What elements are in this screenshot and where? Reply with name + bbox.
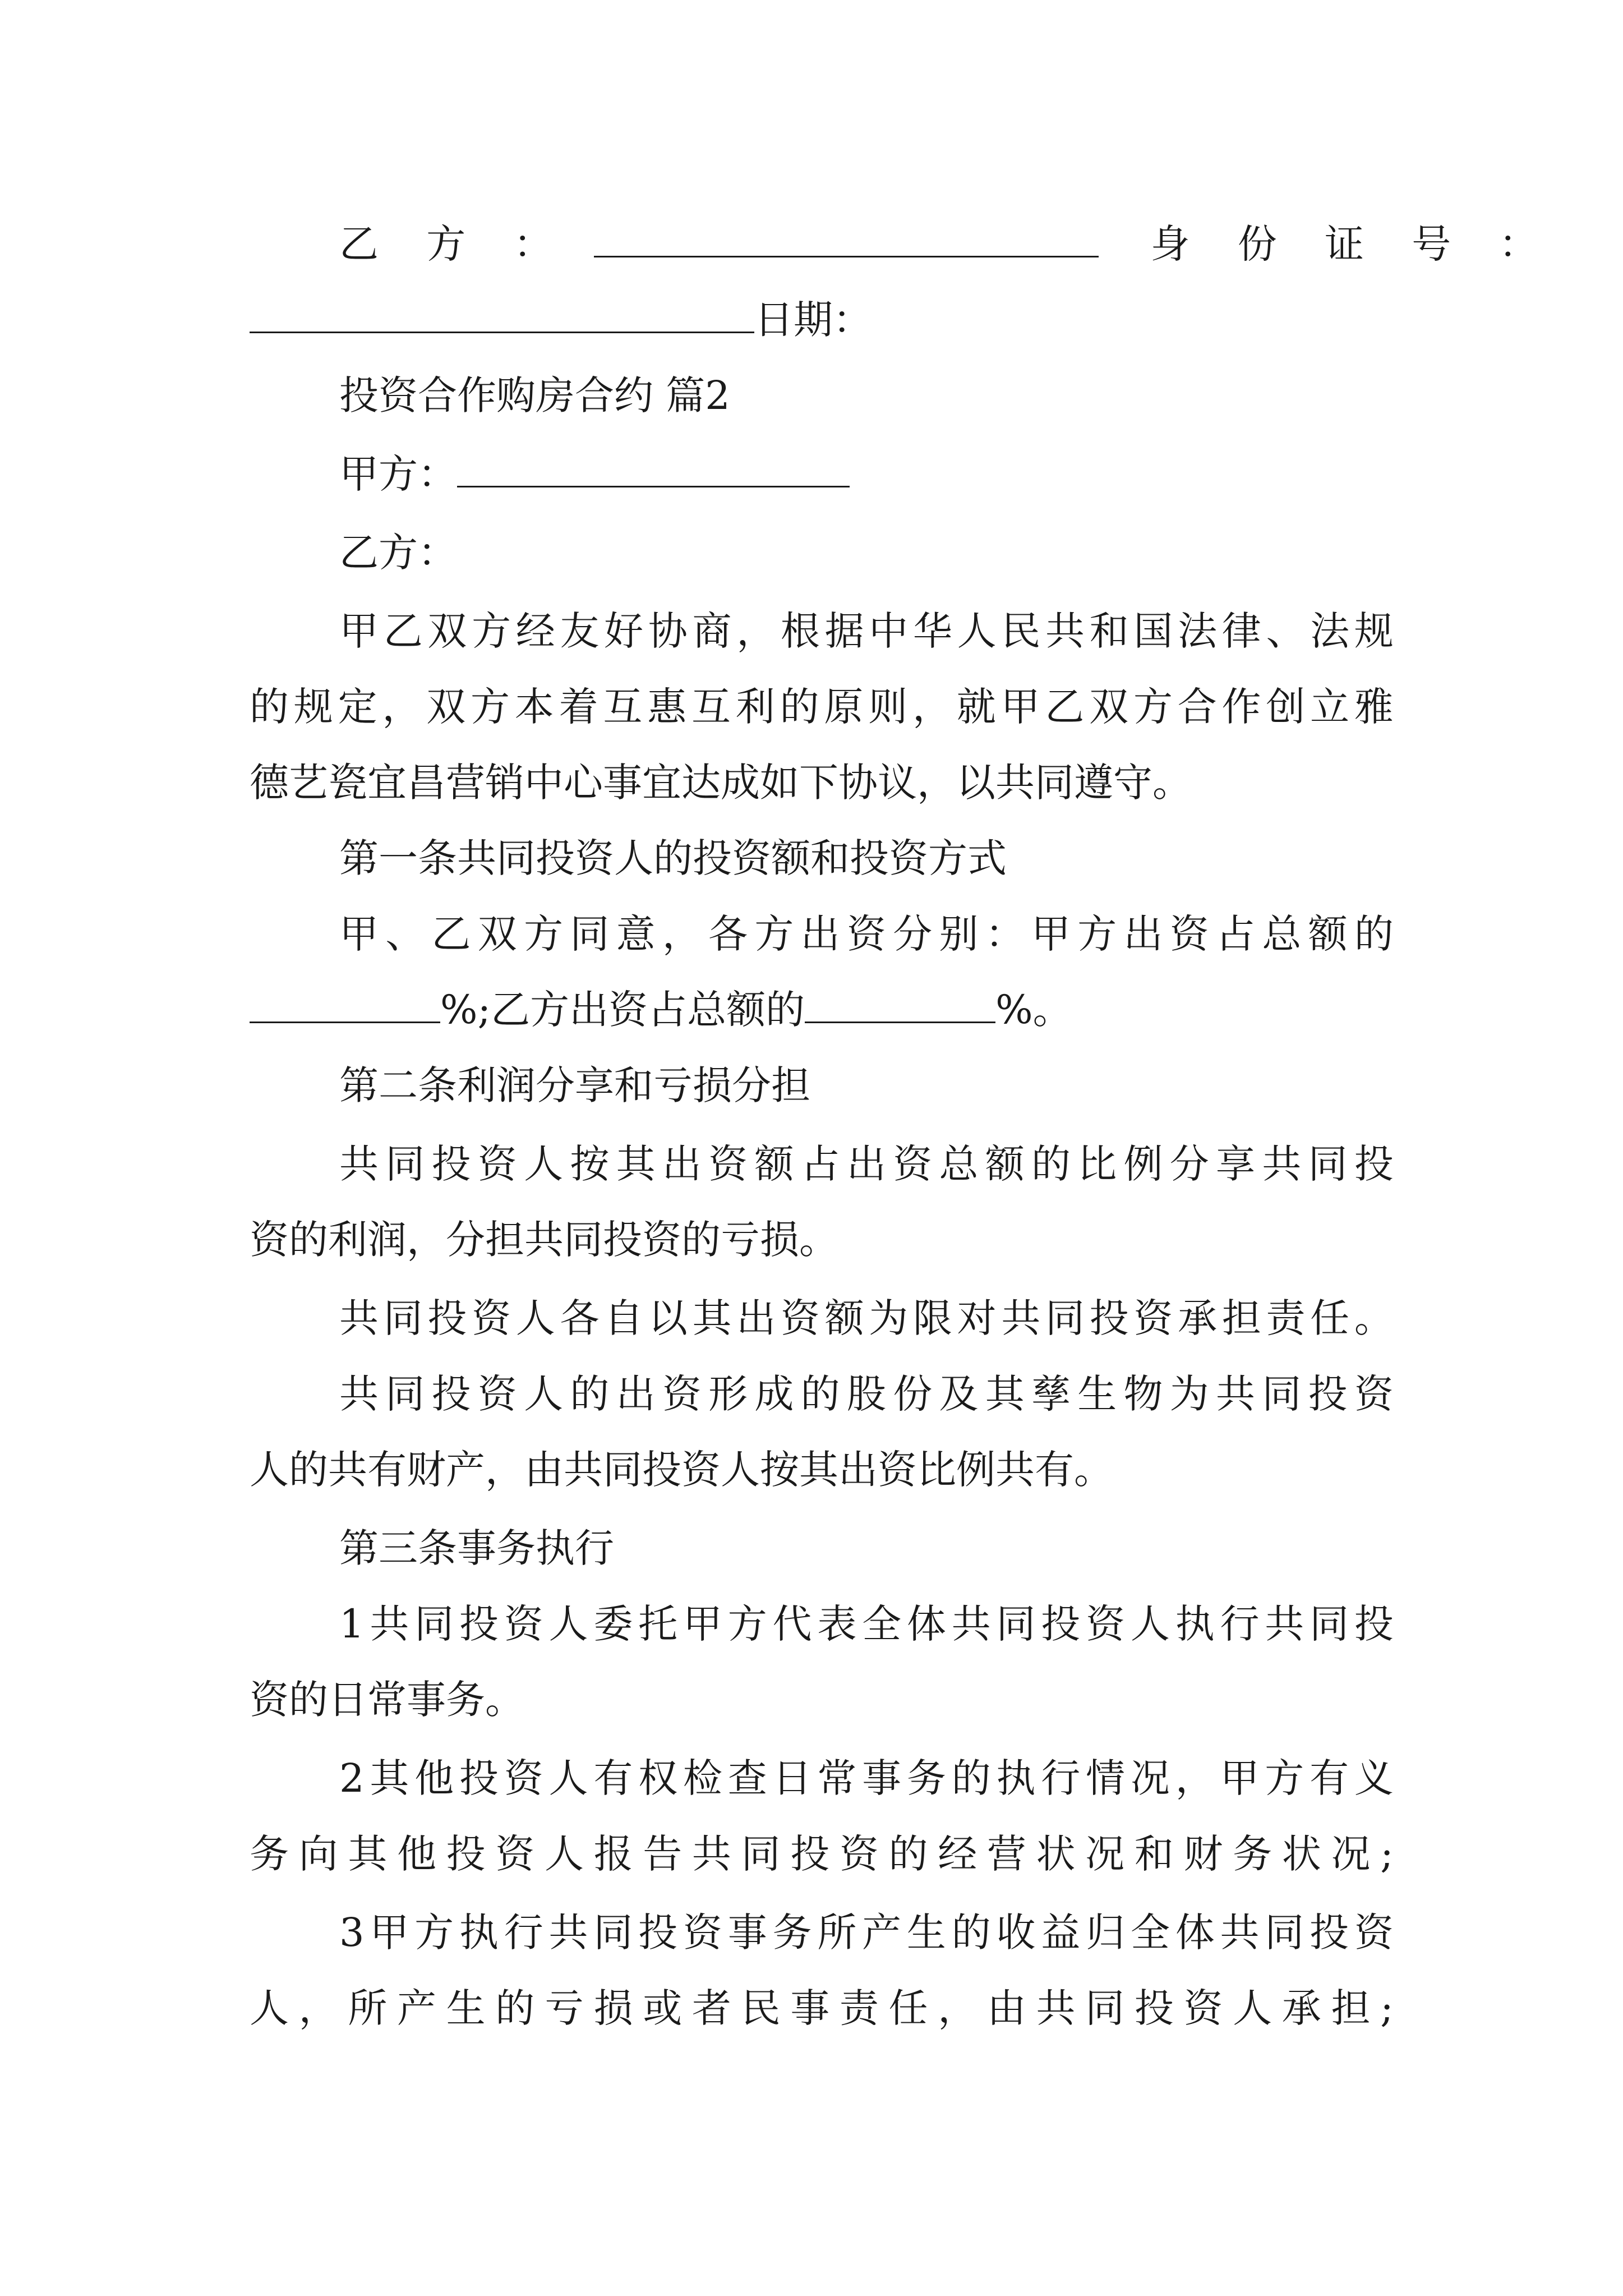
party-b-signature-line [339, 216, 1556, 272]
article-1-line-2 [250, 982, 1394, 1038]
article-2-p3-line-1: 共 同 投 资 人 的 出 资 形 成 的 股 份 及 其 孳 生 物 为 共 同 投 资 [339, 1371, 1394, 1417]
date-label: 日期： [754, 297, 872, 343]
article-1-party-b-text: %;乙方出资占总额的 [440, 987, 805, 1033]
party-b-label: 乙 方 ： [339, 221, 571, 267]
article-3-item-2-line-1: 2 其 他 投 资 人 有 权 检 查 日 常 事 务 的 执 行 情 况 ， 甲 方 有 义 [339, 1755, 1394, 1801]
article-3-item-2-line-2: 务 向 其 他 投 资 人 报 告 共 同 投 资 的 经 营 状 况 和 财 务 状 况 ; [250, 1831, 1394, 1877]
article-3-item-1-line-1: 1 共 同 投 资 人 委 托 甲 方 代 表 全 体 共 同 投 资 人 执 行 共 同 投 [339, 1601, 1394, 1647]
intro-line-2: 的 规 定 ， 双 方 本 着 互 惠 互 利 的 原 则 ， 就 甲 乙 双 方 合 作 创 立 雅 [250, 684, 1394, 730]
article-2-p2: 共 同 投 资 人 各 自 以 其 出 资 额 为 限 对 共 同 投 资 承 担 责 任 。 [339, 1295, 1394, 1341]
party-a-line [339, 446, 1394, 502]
article-3-item-1-line-2: 资的日常事务。 [250, 1677, 524, 1723]
intro-line-1: 甲 乙 双 方 经 友 好 协 商 ， 根 据 中 华 人 民 共 和 国 法 律 、 法 规 [339, 608, 1394, 654]
party-a-percent-blank [250, 982, 440, 1023]
section-title: 投资合作购房合约 篇2 [339, 372, 730, 418]
article-1-line-1: 甲 、 乙 双 方 同 意 ， 各 方 出 资 分 别 ： 甲 方 出 资 占 总 额 的 [339, 911, 1394, 957]
id-number-blank [250, 292, 754, 333]
intro-line-3: 德艺瓷宜昌营销中心事宜达成如下协议，以共同遵守。 [250, 760, 1192, 806]
article-1-title: 第一条共同投资人的投资额和投资方式 [339, 835, 1007, 881]
party-a-label: 甲方： [339, 451, 457, 497]
article-3-title: 第三条事务执行 [339, 1525, 614, 1571]
article-3-item-3-line-1: 3 甲 方 执 行 共 同 投 资 事 务 所 产 生 的 收 益 归 全 体 共 同 投 资 [339, 1910, 1394, 1955]
id-number-label: 身 份 证 号 ： [1150, 221, 1556, 267]
party-b-percent-blank [805, 982, 995, 1023]
id-date-line [250, 292, 1394, 348]
party-b-label-2: 乙方： [339, 530, 457, 576]
article-2-title: 第二条利润分享和亏损分担 [339, 1062, 810, 1108]
article-1-end: %。 [995, 987, 1072, 1033]
party-b-blank [594, 217, 1099, 257]
article-2-p1-line-1: 共 同 投 资 人 按 其 出 资 额 占 出 资 总 额 的 比 例 分 享 共 同 投 [339, 1141, 1394, 1187]
article-2-p1-line-2: 资的利润，分担共同投资的亏损。 [250, 1217, 838, 1263]
article-2-p3-line-2: 人的共有财产，由共同投资人按其出资比例共有。 [250, 1447, 1113, 1493]
party-a-blank [457, 447, 850, 487]
article-3-item-3-line-2: 人 ， 所 产 生 的 亏 损 或 者 民 事 责 任 ， 由 共 同 投 资 人 承 担 ; [250, 1985, 1394, 2031]
